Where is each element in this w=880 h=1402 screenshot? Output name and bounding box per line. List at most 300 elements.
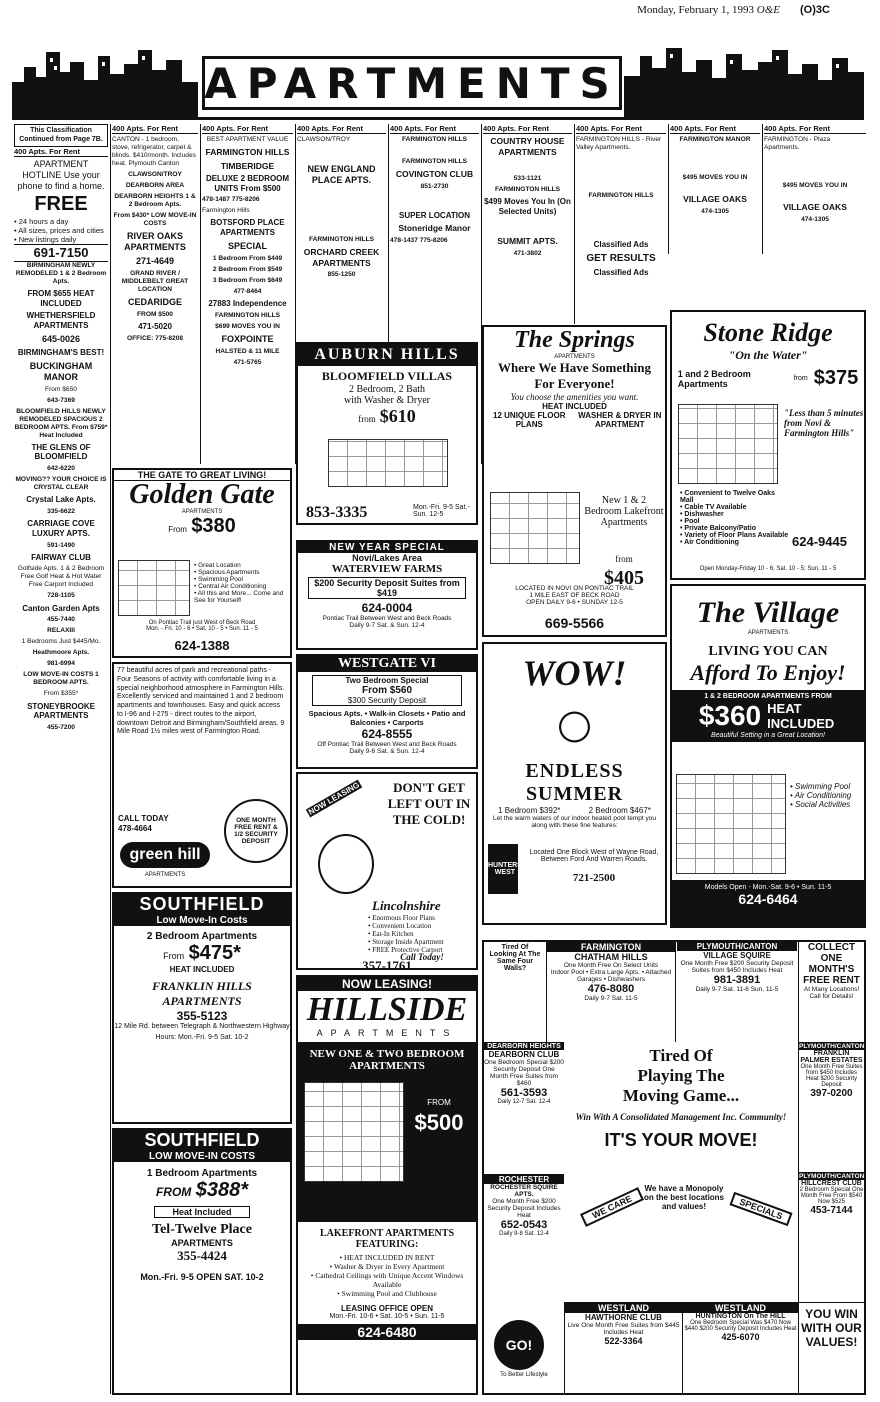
stone-feats-2: • Dishwasher [680, 511, 790, 518]
nowhere-feats-2: • Eat-In Kitchen [368, 930, 476, 938]
cols-c1-t2p: 645-0026 [41, 333, 81, 344]
cols-c2-a2: CLAWSON/TROY [128, 171, 182, 179]
cols-c2-a3: DEARBORN AREA [125, 182, 185, 190]
auburn-phone: 853-3335 [306, 504, 368, 521]
golden-feats-2: • Swimming Pool [194, 576, 290, 583]
hillside-name: HILLSIDE [306, 991, 468, 1028]
cols-c1-t3: BIRMINGHAM'S BEST! [17, 347, 105, 357]
page-date [510, 4, 780, 16]
classified-column-3 [202, 124, 293, 462]
grid-mid1: Tired Of [649, 1046, 713, 1065]
grid-mid6: We have a Monopoly on the best locations and values! [644, 1184, 725, 1211]
cols-c3-a9p: 477-8464 [233, 288, 262, 296]
cols-c3-a13p: 471-5765 [233, 358, 262, 366]
location-map [676, 774, 786, 874]
cols-c7-a: FARMINGTON HILLS - River Valley Apartments. [576, 136, 662, 152]
grid-farm-h: Daily 9-7 Sat. 11-5 [584, 995, 638, 1002]
text-block [680, 490, 790, 546]
header-date: Monday, February 1, 1993 [637, 4, 755, 16]
golden-gate-ad [112, 468, 292, 658]
newyear-loc: Pontiac Trail Between West and Beck Roads [322, 615, 452, 622]
nowhere-feats-4: • FREE Protective Carport [368, 946, 476, 954]
cols-c7-a4: Classified Ads [593, 268, 649, 278]
golden-hours: Mon. - Fri. 10 - 6 • Sat. 10 - 5 • Sun. 11 - 5 [146, 626, 258, 632]
cols-c6-a5: SUMMIT APTS. [497, 236, 558, 247]
text-block [574, 124, 575, 324]
grid-pc3-p: 453-7144 [810, 1205, 853, 1216]
southfield2-phone: 355-4424 [177, 1248, 227, 1263]
green-hill-ad [112, 662, 292, 888]
nowhere-l1: NOW LEASING [306, 780, 362, 817]
cols-c1-t4p: 643-7369 [47, 396, 75, 404]
text-block [12, 50, 198, 120]
location-map [118, 560, 190, 616]
springs-from: from [615, 554, 633, 564]
cols-c3-a3: DELUXE 2 BEDROOM UNITS From $500 [205, 173, 290, 193]
cols-c9-a2p: 474-1305 [801, 215, 829, 223]
cols-c5-a1: FARMINGTON HILLS [401, 158, 468, 166]
springs-phone: 669-5566 [544, 615, 605, 631]
grid-mid4: Win With A Consolidated Management Inc. Community! [575, 1112, 787, 1122]
village-beds: 1 & 2 BEDROOM APARTMENTS FROM [704, 693, 832, 700]
nowhere-l2: DON'T GET LEFT OUT IN THE COLD! [387, 780, 471, 827]
stone-feats-1: • Cable TV Available [680, 504, 790, 511]
wow-wow: WOW! [522, 653, 627, 693]
southfield1-name: FRANKLIN HILLS APARTMENTS [152, 979, 252, 1008]
cols-c3-a11: FARMINGTON HILLS [214, 311, 281, 319]
cols-c8-a1: $495 MOVES YOU IN [682, 174, 748, 182]
newyear-name: WATERVIEW FARMS [331, 563, 443, 575]
springs-feats-2: WASHER & DRYER IN APARTMENT [578, 411, 662, 429]
grid-farm-d: One Month Free On Select Units [563, 962, 659, 969]
cols-c3-a3p2: 775-8206 [231, 196, 260, 204]
springs-ad [482, 325, 667, 637]
grid-plym: PLYMOUTH/CANTON [677, 942, 797, 951]
westgate-deal3: $300 Security Deposit [347, 696, 427, 705]
cols-c1-bullets-0: • 24 hours a day [14, 217, 108, 226]
hillside-feats-2: • Cathedral Ceilings with Unique Accent Windows Available [298, 1271, 476, 1289]
franklin-hills-ad [112, 892, 292, 1124]
southfield1-title: SOUTHFIELD [114, 894, 290, 915]
cols-c9-a1: $495 MOVES YOU IN [782, 182, 848, 190]
grid-west1-n: HAWTHORNE CLUB [585, 1313, 662, 1322]
golden-price: $380 [191, 515, 236, 537]
cols-c5-a3: SUPER LOCATION [399, 210, 470, 220]
cols-c1-free: FREE [34, 193, 88, 216]
cols-c1-head: 400 Apts. For Rent [14, 147, 108, 157]
cols-c5-a4p2: 775-8206 [419, 236, 448, 244]
grid-plym-d: One Month Free $200 Security Deposit Suites from $450 Includes Heat [680, 960, 794, 974]
nowhere-feats-0: • Enormous Floor Plans [368, 914, 476, 922]
snowman-illustration [318, 834, 374, 894]
hunters-west-ad [482, 642, 667, 925]
text-block [298, 406, 476, 427]
grid-west1-d: Live One Month Free Suites from $445 Includes Heat [567, 1322, 680, 1336]
grid-spec: SPECIALS [729, 1192, 792, 1226]
banner-title: APARTMENTS [202, 56, 622, 110]
hillside-phone: 624-6480 [298, 1324, 476, 1340]
cols-c1-t10p: 455-7440 [47, 616, 75, 624]
auburn-title: AUBURN HILLS [298, 344, 476, 366]
cols-c6-head: 400 Apts. For Rent [483, 124, 572, 134]
grid-go2: To Better Lifestyle [500, 1372, 548, 1378]
springs-name: The Springs [514, 327, 635, 353]
stone-feats-0: • Convenient to Twelve Oaks Mall [680, 490, 790, 504]
auburn-hours: Mon.-Fri. 9-5 Sat.-Sun. 12-5 [413, 504, 470, 518]
go-badge: GO! [494, 1320, 544, 1370]
grid-farm-n: CHATHAM HILLS [574, 952, 648, 962]
village-price: $360 [698, 700, 762, 731]
westgate-deal2: From $560 [361, 685, 413, 696]
grid-mid2: Playing The [637, 1066, 725, 1085]
stone-feats-3: • Pool [680, 518, 790, 525]
cols-c8-a2p: 474-1305 [701, 207, 729, 215]
text-block [584, 549, 664, 590]
green-sub: APARTMENTS [144, 872, 186, 878]
grid-roch-p: 652-0543 [500, 1219, 548, 1231]
cols-c2-a5: From $430* LOW MOVE-IN COSTS [113, 212, 197, 228]
text-block [668, 124, 669, 254]
southfield1-loc: 12 Mile Rd. between Telegraph & Northwestern Highway [114, 1023, 290, 1030]
text-block [670, 54, 673, 58]
cols-c1-t7p: 335-6622 [47, 508, 75, 516]
grid-coll: COLLECT ONE MONTH'S FREE RENT [803, 942, 860, 986]
cols-c1-t6p: 642-6220 [47, 465, 75, 473]
text-block [776, 56, 779, 60]
cols-c3-a1: FARMINGTON HILLS [205, 147, 290, 158]
text-block [408, 1092, 470, 1136]
hillside-feats-0: • HEAT INCLUDED IN RENT [298, 1253, 476, 1262]
cols-c1-hotline-phone: 691-7150 [14, 244, 108, 262]
text-block [672, 880, 864, 926]
hillside-hours: Mon.-Fri. 10-6 • Sat. 10-5 • Sun. 11-5 [329, 1313, 445, 1321]
grid-pc3-d: 2 Bedroom Special One Month Free From $540 Now $525 [799, 1187, 864, 1205]
cols-c6-a2p: 533-1121 [513, 174, 542, 182]
text-block [484, 1174, 564, 1302]
cols-c4-a1: NEW ENGLAND PLACE APTS. [307, 164, 376, 186]
text-block [762, 124, 763, 254]
cols-c4-a3p: 855-1250 [327, 270, 356, 278]
springs-tag1: Where We Have Something [498, 360, 651, 375]
stone-price: $375 [813, 367, 859, 389]
cols-c3-a3p: 478-1487 [202, 196, 230, 204]
green-body: 77 beautiful acres of park and recreational paths - Four Seasons of activity with comfortable living in a special neighborhood atmosphere in Farmington Hills. Excellently serviced and maintained 1 and 2 bedroom apartments and townhouses. Easy and quick access to I-96 and I-275 - direct routes to the airport, downtown Detroit and Birmingham/Southfield areas. 9 Mile Road 1½ miles west of Farmington Road. [117, 667, 285, 736]
cols-c1-t9p: 728-1105 [47, 592, 75, 600]
southfield1-price: $475* [188, 942, 241, 964]
text-block [624, 48, 864, 120]
village-heat: HEAT INCLUDED [767, 701, 835, 731]
grid-west1-p: 522-3364 [604, 1336, 643, 1346]
consolidated-management-ad [482, 940, 866, 1395]
southfield1-beds: 2 Bedroom Apartments [146, 931, 258, 942]
cols-c1-t1b: FROM $655 HEAT INCLUDED [27, 288, 95, 308]
stone-name: Stone Ridge [703, 318, 833, 347]
wow-body: Let the warm waters of our indoor heated pool tempt you along with these fine features: [493, 815, 656, 829]
grid-dh: DEARBORN HEIGHTS [484, 1043, 564, 1050]
westgate-feats: Spacious Apts. • Walk-in Closets • Patio and Balconies • Carports [308, 709, 466, 727]
cols-c2-a4: DEARBORN HEIGHTS 1 & 2 Bedroom Apts. [114, 193, 196, 209]
location-map [678, 404, 778, 484]
village-tag1: LIVING YOU CAN [708, 644, 828, 659]
cols-c1-t6: THE GLENS OF BLOOMFIELD [31, 442, 91, 462]
golden-loc: On Pontiac Trail just West of Beck Road [148, 620, 256, 626]
cols-c1-t10: Canton Garden Apts [22, 603, 100, 613]
cols-c5-a4p: 478-1437 [390, 236, 418, 244]
cols-c6-a4: $499 Moves You In (On Selected Units) [484, 196, 571, 216]
classified-column-9 [764, 124, 866, 254]
wow-title: ENDLESS SUMMER [525, 760, 624, 805]
wow-phone: 721-2500 [572, 872, 616, 884]
cols-c1-t11: RELAXIII [47, 627, 75, 635]
hunters-west-logo: HUNTERS WEST [488, 844, 518, 894]
golden-feats-4: • All this and More... Come and See for Yourself! [194, 590, 290, 604]
southfield1-phone: 355-5123 [176, 1009, 228, 1023]
grid-farm-p: 476-8080 [587, 983, 635, 995]
cols-c1-t9b: Golfside Apts. 1 & 2 Bedroom Free Golf Heat & Hot Water Free Carport Included [17, 565, 105, 589]
grid-west1: WESTLAND [565, 1303, 682, 1313]
text-block [194, 562, 290, 604]
southfield1-sub: Low Move-In Costs [114, 915, 290, 926]
grid-pc3: PLYMOUTH/CANTON [799, 1173, 865, 1180]
cols-c9-a: FARMINGTON - Plaza Apartments. [764, 136, 831, 152]
westgate-hours: Daily 9-6 Sat. & Sun. 12-4 [349, 748, 425, 755]
cols-c6-a: COUNTRY HOUSE APARTMENTS [490, 136, 565, 157]
village-feats-2: • Social Activities [790, 800, 864, 809]
southfield2-beds: 1 Bedroom Apartments [146, 1168, 258, 1179]
cols-c6-a5p: 471-3802 [513, 249, 542, 257]
stone-quote: "Less than 5 minutes from Novi & Farmington Hills" [784, 408, 864, 438]
text-block [730, 60, 733, 64]
text-block [312, 675, 462, 706]
cols-c1-t11p: 981-6994 [47, 660, 75, 668]
text-block [836, 64, 839, 68]
grid-roch: ROCHESTER [484, 1175, 564, 1184]
grid-plym-h: Daily 9-7 Sat. 11-6 Sun. 11-5 [695, 986, 779, 993]
hillside-feats-1: • Washer & Dryer in Every Apartment [298, 1262, 476, 1271]
village-sub: APARTMENTS [747, 630, 789, 636]
village-feats-1: • Air Conditioning [790, 791, 864, 800]
cols-c2-a9b: OFFICE: 775-8208 [126, 335, 184, 343]
classified-column-6 [483, 124, 572, 324]
grid-coll-b: At Many Locations! Call for Details! [803, 986, 860, 1000]
village-name: The Village [696, 596, 840, 629]
hillside-office: LEASING OFFICE OPEN [340, 1304, 433, 1314]
stone-feats-6: • Air Conditioning [680, 539, 790, 546]
newyear-hours: Daily 9-7 Sat. & Sun. 12-4 [349, 622, 425, 629]
southfield2-heat: Heat Included [154, 1206, 250, 1218]
cols-c2-a6p: 271-4649 [135, 256, 175, 267]
cols-c7-a2: Classified Ads [593, 240, 649, 250]
auburn-from: from [358, 414, 376, 424]
village-hours: Models Open - Mon.-Sat. 9-6 • Sun. 11-5 [704, 884, 832, 891]
nowhere-feats-3: • Storage Inside Apartment [368, 938, 476, 946]
cols-c2-a8: CEDARIDGE [127, 297, 182, 308]
newyear-sub: Novi/Lakes Area [352, 553, 422, 563]
stone-beds: 1 and 2 Bedroom Apartments [677, 368, 751, 389]
text-block [114, 620, 290, 632]
cols-c7-a3: GET RESULTS [586, 252, 656, 264]
cols-c1-t12b: From $355* [43, 690, 79, 698]
cols-c1-t4: BUCKINGHAM MANOR [29, 360, 93, 382]
location-map [328, 439, 448, 487]
cols-c4-head: 400 Apts. For Rent [297, 124, 386, 134]
text-block [484, 585, 665, 606]
nowhere-feats-1: • Convenient Location [368, 922, 476, 930]
grid-dh-n: DEARBORN CLUB [488, 1050, 560, 1059]
section-banner [12, 42, 864, 120]
wow-loc: Located One Block West of Wayne Road, Between Ford And Warren Roads. [529, 849, 659, 863]
text-block [50, 58, 53, 62]
cols-c1-t7b: Crystal Lake Apts. [26, 495, 96, 505]
cols-c3-a5: BOTSFORD PLACE APARTMENTS [210, 218, 285, 238]
text-block [672, 367, 864, 390]
grid-west2: WESTLAND [683, 1303, 798, 1313]
cols-c1-intro: This Classification Continued from Page 7B. [14, 124, 108, 147]
westgate-loc: Off Pontiac Trail Between West and Beck Roads [317, 741, 457, 748]
southfield2-title: SOUTHFIELD [114, 1130, 290, 1151]
village-ad [670, 584, 866, 928]
grid-mid3: Moving Game... [622, 1086, 740, 1105]
cols-c2-a7: GRAND RIVER / MIDDLEBELT GREAT LOCATION [121, 270, 189, 294]
lincolnshire-phone: 357-1761 [362, 958, 412, 973]
classified-column-5 [390, 124, 479, 339]
header-paper: O&E [756, 4, 780, 16]
text-block [484, 1042, 564, 1174]
stone-phone: 624-9445 [792, 534, 847, 549]
text-block [110, 124, 111, 1394]
text-block [675, 700, 861, 732]
grid-dh-p: 561-3593 [500, 1087, 548, 1099]
cols-c5-a2p: 851-2730 [420, 182, 449, 190]
southfield2-price: $388* [195, 1179, 249, 1201]
golden-feats-0: • Great Location [194, 562, 290, 569]
golden-top: THE GATE TO GREAT LIVING! [114, 470, 290, 481]
village-feats-0: • Swimming Pool [790, 782, 864, 791]
village-setting: Beautiful Setting in a Great Location! [710, 732, 826, 739]
grid-pc2-d: One Month Free Suites from $450 Includes Heat $200 Security Deposit [800, 1064, 863, 1088]
cols-c5-a4: Stoneridge Manor [398, 223, 471, 234]
stone-sub: "On the Water" [728, 348, 808, 362]
cols-c1-t13p: 455-7200 [47, 724, 75, 731]
cols-c1-t4a: From $650 [45, 385, 77, 393]
village-phone: 624-6464 [738, 891, 798, 907]
stone-feats-5: • Variety of Floor Plans Available [680, 532, 790, 539]
cols-c3-a8: 2 Bedroom From $549 [212, 265, 283, 273]
cols-c1-t5: BLOOMFIELD HILLS NEWLY REMODELED SPACIOUS 2 BEDROOM APTS. From $759* Heat Included [14, 407, 108, 439]
cols-c1-t8: CARRIAGE COVE LUXURY APTS. [27, 519, 95, 538]
text-block [298, 1042, 476, 1222]
classified-column-2 [112, 124, 198, 462]
text-block [114, 515, 290, 538]
grid-west2-d: One Bedroom Special Was $470 Now $440 $200 Security Deposit Includes Heat [684, 1320, 797, 1332]
text-block [798, 1042, 864, 1172]
cols-c4-a2: FARMINGTON HILLS [308, 236, 375, 244]
text-block [566, 1046, 796, 1151]
cols-c1-t1: BIRMINGHAM NEWLY REMODELED 1 & 2 Bedroom Apts. [15, 261, 107, 285]
text-block [790, 782, 864, 809]
cols-c1-t7: MOVING?? YOUR CHOICE IS CRYSTAL CLEAR [15, 476, 107, 492]
cols-c1-t11b: 1 Bedrooms Just $445/Mo. [21, 638, 101, 646]
cols-c3-a12: $699 MOVES YOU IN [215, 322, 280, 330]
stone-from: from [793, 375, 808, 382]
cols-c2-head: 400 Apts. For Rent [112, 124, 198, 134]
cols-c1-t2: WHETHERSFIELD APARTMENTS [26, 311, 96, 331]
cols-c9-a2: VILLAGE OAKS [783, 202, 847, 213]
text-block [114, 1179, 290, 1202]
cols-c7-head: 400 Apts. For Rent [576, 124, 666, 134]
grid-pc2-n: FRANKLIN PALMER ESTATES [800, 1050, 863, 1064]
cols-c2-a6: RIVER OAKS APARTMENTS [124, 231, 186, 253]
springs-tag2: For Everyone! [534, 376, 615, 391]
southfield2-sub: LOW MOVE-IN COSTS [114, 1151, 290, 1162]
classified-column-1 [14, 124, 108, 1394]
hillside-ad [296, 975, 478, 1395]
classified-column-4 [297, 124, 386, 339]
grid-farm: FARMINGTON [547, 942, 675, 952]
grid-roch-d: One Month Free $200 Security Deposit Includes Heat [487, 1198, 561, 1219]
springs-hours: OPEN DAILY 9-6 • SUNDAY 12-5 [526, 599, 623, 606]
newyear-deal: $200 Security Deposit Suites from $419 [308, 577, 466, 599]
text-block [102, 62, 105, 66]
cols-c1-hotline: APARTMENT HOTLINE Use your phone to find a home. [17, 159, 105, 192]
springs-beds: New 1 & 2 Bedroom Lakefront Apartments [584, 495, 664, 528]
cols-c5-a2: COVINGTON CLUB [395, 169, 474, 180]
westgate-deal1: Two Bedroom Special [345, 676, 429, 685]
auburn-price: $610 [379, 406, 416, 426]
grid-west2-n: HUNTINGTON On The HILL [695, 1313, 786, 1320]
grid-pc3-n: HILLCREST CLUB [801, 1180, 862, 1187]
cols-c5-head: 400 Apts. For Rent [390, 124, 479, 134]
southfield2-name: Tel-Twelve Place [152, 1222, 252, 1237]
text-block [14, 217, 108, 244]
hillside-sub: APARTMENTS [316, 1028, 458, 1039]
golden-name: Golden Gate [129, 479, 275, 510]
stone-hours: Open Monday-Friday 10 - 6; Sat. 10 - 5; Sun. 11 - 5 [699, 566, 837, 572]
cols-c1-t13: STONEYBROOKE APARTMENTS [27, 701, 95, 721]
sunbather-illustration [544, 696, 605, 758]
classified-column-8 [670, 124, 760, 254]
cols-c2-a: CANTON - 1 bedroom, stove, refrigerator, carpet & blinds. $410/month. Includes heat. Plymouth Canton [112, 136, 196, 168]
cols-c1-t8p: 591-1490 [47, 541, 75, 549]
green-hill-logo: green hill [120, 842, 210, 868]
grid-plym-n: VILLAGE SQUIRE [703, 951, 771, 960]
text-block [798, 942, 864, 1042]
text-block [564, 1302, 682, 1395]
southfield1-heat: HEAT INCLUDED [169, 965, 235, 974]
grid-farm-f: Indoor Pool • Extra Large Apts. • Attached Garages • Dishwashers [550, 969, 672, 983]
grid-care: WE CARE [580, 1187, 644, 1227]
text-block [677, 942, 797, 1042]
springs-price: $405 [604, 567, 644, 589]
text-block [484, 806, 665, 815]
cols-c1-t11c: Heathmoore Apts. [32, 649, 90, 657]
text-block [484, 411, 665, 429]
text-block [202, 196, 293, 204]
southfield2-hours: Mon.-Fri. 9-5 OPEN SAT. 10-2 [140, 1272, 264, 1282]
cols-c3-a10: 27883 Independence [208, 299, 287, 309]
wow-b1: 1 Bedroom $392* [498, 806, 561, 815]
cols-c8-a2: VILLAGE OAKS [683, 194, 747, 205]
springs-tag3: You choose the amenities you want. [510, 392, 639, 402]
cols-c1-t12: LOW MOVE-IN COSTS 1 BEDROOM APTS. [23, 671, 99, 687]
golden-sub: APARTMENTS [181, 509, 223, 515]
waterview-farms-ad [296, 540, 478, 650]
cols-c3-a13b: HALSTED & 11 MILE [215, 347, 280, 355]
cols-c6-a3: FARMINGTON HILLS [494, 185, 561, 193]
cols-c7-a1: FARMINGTON HILLS [588, 192, 654, 200]
text-block [298, 1253, 476, 1298]
grid-dh-d: One Bedroom Special $200 Security Deposit One Month Free Suites from $460 [484, 1059, 564, 1087]
